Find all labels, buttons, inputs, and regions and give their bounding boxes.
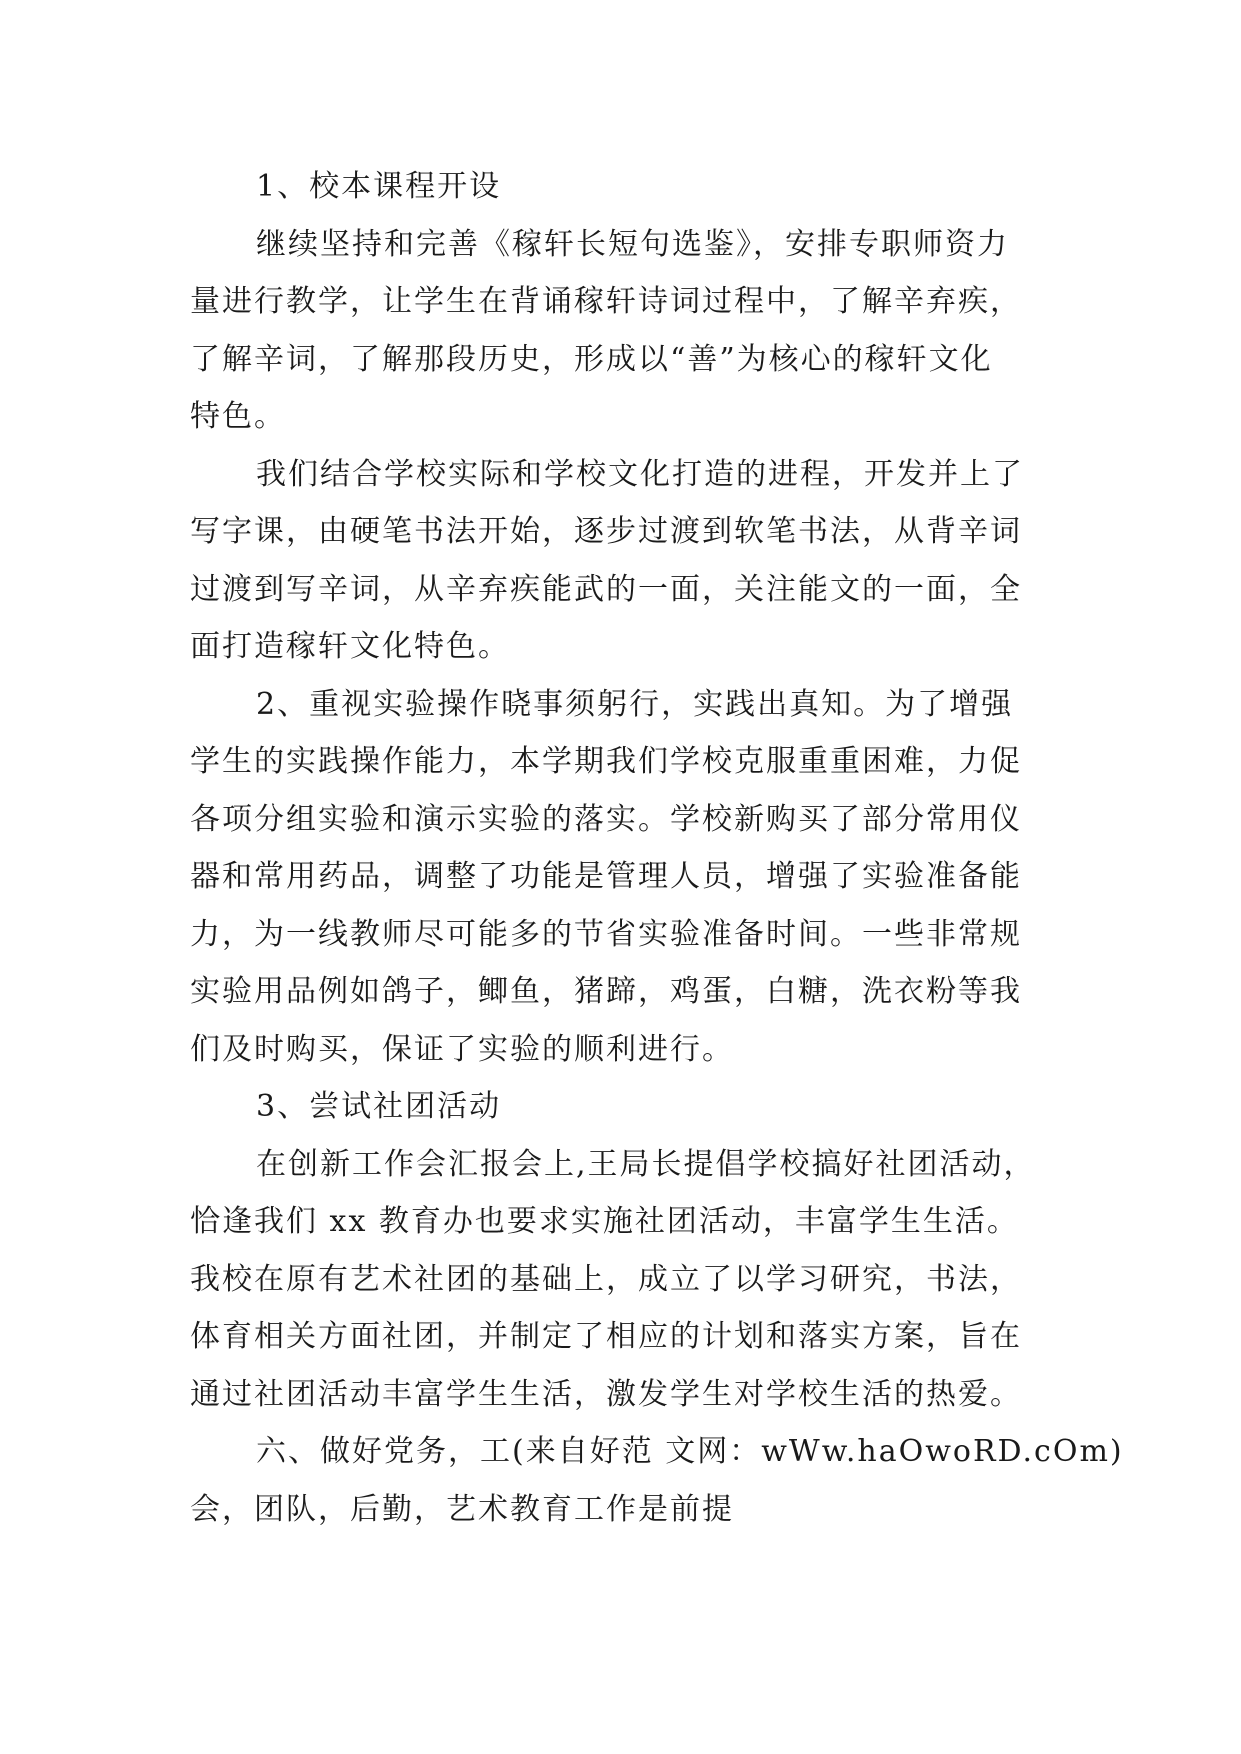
paragraph-line: 会，团队，后勤，艺术教育工作是前提 (190, 1491, 734, 1527)
document-body (190, 158, 1124, 1538)
paragraph-line: 通过社团活动丰富学生生活，激发学生对学校生活的热爱。 (190, 1376, 1022, 1412)
paragraph-line: 们及时购买，保证了实验的顺利进行。 (190, 1031, 734, 1067)
paragraph-line: 继续坚持和完善《稼轩长短句选鉴》，安排专职师资力 (256, 226, 1009, 262)
paragraph-line: 我校在原有艺术社团的基础上，成立了以学习研究，书法， (190, 1261, 1022, 1297)
paragraph-line: 面打造稼轩文化特色。 (190, 629, 510, 664)
section-heading: 2、重视实验操作晓事须躬行，实践出真知。为了增强 (256, 686, 1014, 722)
paragraph-line: 学生的实践操作能力，本学期我们学校克服重重困难，力促 (190, 744, 1022, 779)
paragraph-line: 在创新工作会汇报会上,王局长提倡学校搞好社团活动， (256, 1146, 1036, 1182)
section-heading: 六、做好党务，工(来自好范 文网：wWw.haOwoRD.cOm) (256, 1434, 1124, 1469)
paragraph-line: 了解辛词，了解那段历史，形成以“善”为核心的稼轩文化 (190, 341, 993, 377)
paragraph-line: 恰逢我们 xx 教育办也要求实施社团活动，丰富学生生活。 (190, 1204, 1019, 1239)
paragraph-line: 过渡到写辛词，从辛弃疾能武的一面，关注能文的一面，全 (190, 571, 1022, 607)
paragraph-line: 器和常用药品，调整了功能是管理人员，增强了实验准备能 (190, 859, 1022, 894)
paragraph-line: 量进行教学，让学生在背诵稼轩诗词过程中，了解辛弃疾， (190, 284, 1022, 319)
paragraph-line: 写字课，由硬笔书法开始，逐步过渡到软笔书法，从背辛词 (190, 514, 1022, 549)
paragraph-line: 各项分组实验和演示实验的落实。学校新购买了部分常用仪 (190, 801, 1022, 837)
paragraph-line: 实验用品例如鸽子，鲫鱼，猪蹄，鸡蛋，白糖，洗衣粉等我 (190, 974, 1022, 1009)
section-heading: 1、校本课程开设 (256, 169, 502, 204)
paragraph-line: 力，为一线教师尽可能多的节省实验准备时间。一些非常规 (190, 916, 1022, 952)
paragraph-line: 体育相关方面社团，并制定了相应的计划和落实方案，旨在 (190, 1319, 1022, 1354)
paragraph-line: 特色。 (190, 399, 286, 434)
paragraph-line: 我们结合学校实际和学校文化打造的进程，开发并上了 (256, 456, 1024, 492)
section-heading: 3、尝试社团活动 (256, 1089, 502, 1124)
